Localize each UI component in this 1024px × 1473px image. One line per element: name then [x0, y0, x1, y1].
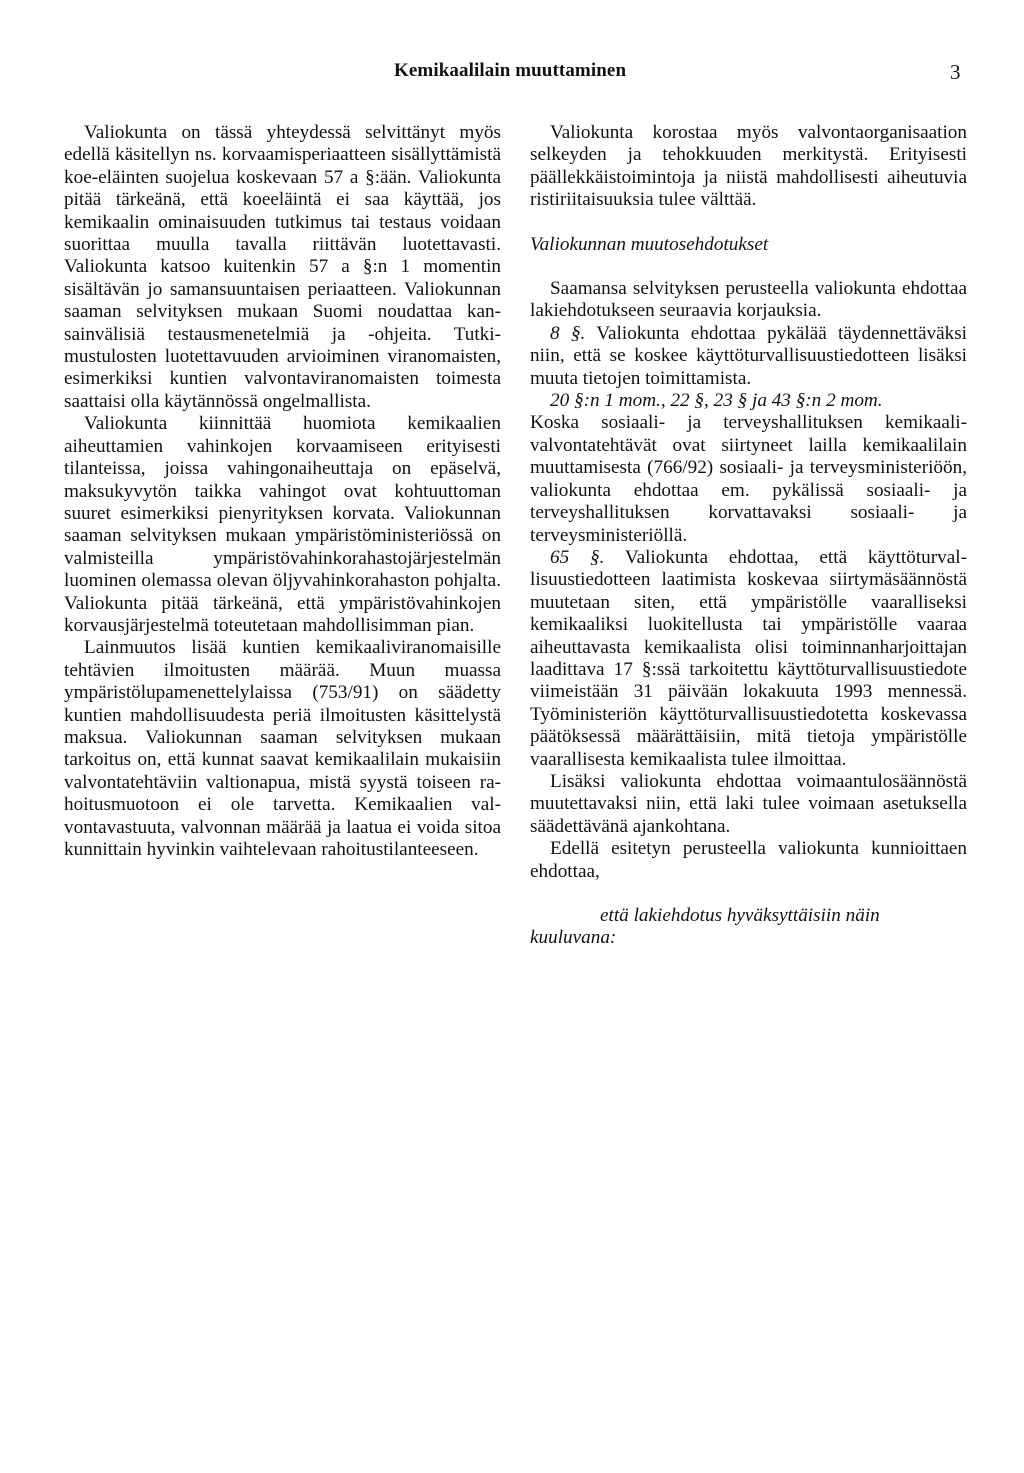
- left-paragraph-3: Lainmuutos lisää kuntien kemikaaliviranomaisille tehtävien ilmoitusten määrää. Muun muassa ympäristölupamenettelylaissa (753/91) on säädetty kuntien mahdollisuudesta periä ilmoitusten käsittelystä maksua. Valiokunnan saaman selvityksen mukaan tarkoitus on, että kunnat saavat kemikaalilain mukaisiin valvontatehtäviin valtionapua, mistä syystä toiseen rahoitusmuotoon ei ole tarvetta. Kemikaalien valvontavastuuta, valvonnan määrää ja laatua ei voida sitoa kunnittain hyvinkin vaihtelevaan rahoitustilanteeseen.: [64, 637, 501, 860]
- right-paragraph-8: Edellä esitetyn perusteella valiokunta kunnioittaen ehdottaa,: [530, 838, 967, 882]
- right-paragraph-2: Saamansa selvityksen perusteella valiokunta ehdottaa lakiehdotukseen seuraavia korjauksia.: [530, 278, 967, 322]
- right-paragraph-5: Koska sosiaali- ja terveyshallituksen kemikaalivalvontatehtävät ovat siirtyneet lailla kemikaalilain muuttamisesta (766/92) sosiaali- ja terveysministeriöön, valiokunta ehdottaa em. pykälissä sosiaali- ja terveyshallituksen korvattavaksi sosiaali- ja terveysministeriöllä.: [530, 412, 967, 546]
- section-ref-20-22-23-43: 20 §:n 1 mom., 22 §, 23 § ja 43 §:n 2 mom.: [550, 390, 883, 412]
- page-number: 3: [950, 60, 961, 84]
- right-column: [530, 122, 967, 950]
- section-ref-8: 8 §.: [550, 322, 586, 344]
- left-column: [64, 122, 501, 861]
- section-ref-65: 65 §.: [550, 546, 605, 568]
- right-paragraph-1: Valiokunta korostaa myös valvontaorganisaation selkeyden ja tehokkuuden merkitystä. Erityisesti päällekkäistoimintoja ja niistä mahdollisesti aiheutuvia ristiriitaisuuksia tulee välttää.: [530, 122, 967, 211]
- running-head-title: Kemikaalilain muuttaminen: [394, 60, 627, 81]
- right-paragraph-3-text: Valiokunta ehdottaa pykälää täydennettäväksi niin, että se koskee käyttöturvallisuustiedotteen lisäksi muuta tietojen toimittamista.: [530, 322, 967, 389]
- left-paragraph-1: Valiokunta on tässä yhteydessä selvittänyt myös edellä käsitellyn ns. korvaamisperiaatteen sisällyttämistä koe-eläinten suojelua koskevaan 57 a §:ään. Valiokunta pitää tärkeänä, että koeeläintä ei saa käyttää, jos kemikaalin ominaisuuden tutkimus tai testaus voidaan suorittaa muulla tavalla riittävän luotettavasti. Valiokunta katsoo kuitenkin 57 a §:n 1 momentin sisältävän jo samansuuntaisen periaatteen. Valiokunnan saaman selvityksen mukaan Suomi noudattaa kansainvälisiä testausmenetelmiä ja -ohjeita. Tutkimustulosten luotettavuuden arvioiminen viranomaisten, esimerkiksi kuntien valvontaviranomaisten toimesta saattaisi olla käytännössä ongelmallista.: [64, 122, 501, 412]
- right-paragraph-7: Lisäksi valiokunta ehdottaa voimaantulosäännöstä muutettavaksi niin, että laki tulee voimaan asetuksella säädettävänä ajankohtana.: [530, 770, 967, 837]
- right-paragraph-6-text: Valiokunta ehdottaa, että käyttöturvallisuustiedotteen laatimista koskevaa siirtymäsäännöstä muutetaan siten, että ympäristölle vaaralliseksi kemikaaliksi luokitellusta tai ympäristölle vaaraa aiheuttavasta kemikaalista olisi toiminnanharjoittajan laadittava 17 §:ssä tarkoitettu käyttöturvallisuustiedote viimeistään 31 päivään lokakuuta 1993 mennessä. Työministeriön käyttöturvallisuustiedotetta koskevassa päätöksessä määrättäisiin, mitä tietoja ympäristölle vaarallisesta kemikaalista tulee ilmoittaa.: [530, 546, 967, 770]
- right-paragraph-6: [530, 547, 967, 771]
- left-paragraph-2: Valiokunta kiinnittää huomiota kemikaalien aiheuttamien vahinkojen korvaamiseen erityisesti tilanteissa, joissa vahingonaiheuttaja on epäselvä, maksukyvytön taikka vahingot ovat kohtuuttoman suuret esimerkiksi pienyrityksen korvata. Valiokunnan saaman selvityksen mukaan ympäristöministeriössä on valmisteilla ympäristövahinkorahastojärjestelmän luominen olemassa olevan öljyvahinkorahaston pohjalta. Valiokunta pitää tärkeänä, että ympäristövahinkojen korvausjärjestelmä toteutetaan mahdollisimman pian.: [64, 413, 501, 636]
- right-paragraph-3: [530, 323, 967, 390]
- section-heading: Valiokunnan muutosehdotukset: [530, 233, 769, 255]
- closing-statement: että lakiehdotus hyväksyttäisiin näin kuuluvana:: [530, 905, 880, 949]
